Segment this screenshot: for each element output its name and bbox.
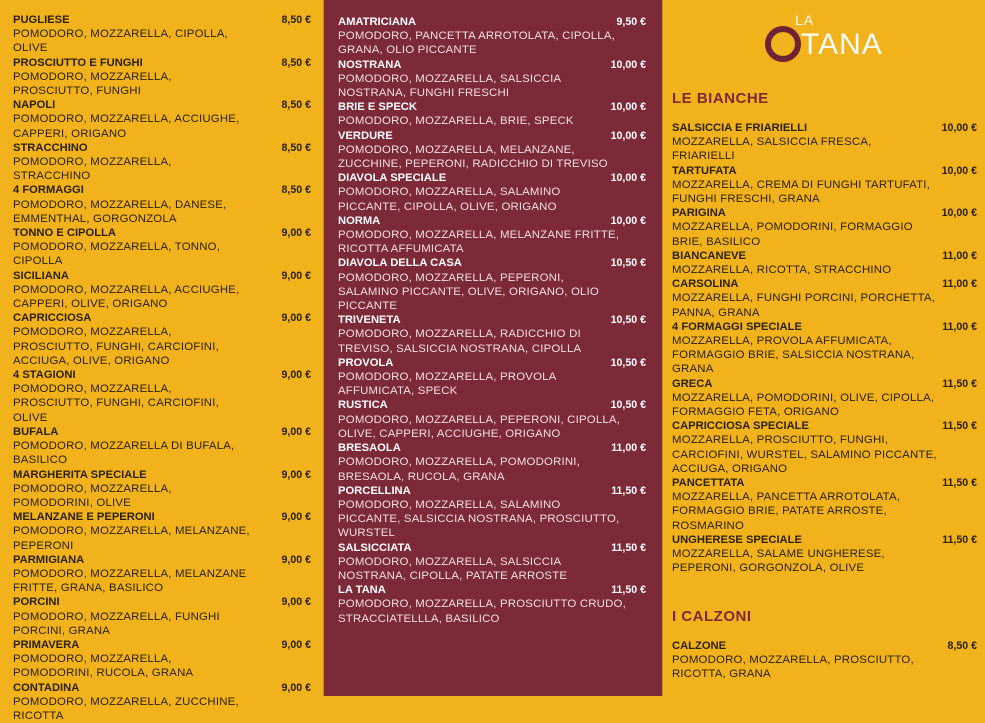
menu-item bbox=[13, 681, 311, 723]
menu-item-price: 9,00 € bbox=[281, 425, 311, 438]
menu-item-name: 4 FORMAGGI bbox=[13, 184, 84, 197]
menu-item-name: MARGHERITA SPECIALE bbox=[13, 468, 147, 481]
menu-item-ingredients: POMODORO, MOZZARELLA, STRACCHINO bbox=[13, 156, 172, 183]
menu-item-name: LA TANA bbox=[338, 584, 386, 597]
menu-item-ingredients: MOZZARELLA, PROSCIUTTO, FUNGHI, CARCIOFINI, WURSTEL, SALAMINO PICCANTE, ACCIUGA, ORIGANO bbox=[672, 434, 937, 475]
menu-item-name: PANCETTATA bbox=[672, 477, 745, 490]
menu-item-price: 11,50 € bbox=[942, 420, 977, 433]
menu-item bbox=[13, 368, 311, 425]
menu-item bbox=[13, 183, 311, 226]
menu-item-price: 10,00 € bbox=[610, 101, 646, 114]
menu-item bbox=[672, 476, 977, 533]
menu-item bbox=[13, 553, 311, 596]
menu-item-price: 10,00 € bbox=[610, 129, 646, 142]
menu-item-name: UNGHERESE SPECIALE bbox=[672, 533, 802, 546]
menu-item-ingredients: POMODORO, MOZZARELLA, SALSICCIA NOSTRANA, CIPOLLA, PATATE ARROSTE bbox=[338, 555, 568, 582]
menu-item-price: 9,00 € bbox=[281, 553, 311, 566]
menu-item-ingredients: POMODORO, MOZZARELLA, MELANZANE, PEPERONI bbox=[13, 525, 250, 552]
menu-item bbox=[672, 533, 977, 576]
menu-item-price: 11,00 € bbox=[611, 442, 646, 455]
menu-item-ingredients: MOZZARELLA, SALAME UNGHERESE, PEPERONI, GORGONZOLA, OLIVE bbox=[672, 548, 885, 575]
menu-item-ingredients: POMODORO, MOZZARELLA, PROSCIUTTO, FUNGHI, CARCIOFINI, OLIVE bbox=[13, 383, 219, 424]
menu-item bbox=[672, 639, 977, 682]
menu-item-price: 10,50 € bbox=[610, 314, 646, 327]
menu-item-price: 10,50 € bbox=[610, 399, 646, 412]
logo-tana-text: TANA bbox=[801, 28, 883, 61]
menu-item-name: TONNO E CIPOLLA bbox=[13, 227, 116, 240]
menu-item-price: 11,00 € bbox=[942, 249, 977, 262]
menu-item bbox=[13, 468, 311, 511]
menu-item bbox=[13, 226, 311, 269]
menu-item-ingredients: POMODORO, MOZZARELLA, CIPOLLA, OLIVE bbox=[13, 28, 228, 55]
menu-item-ingredients: MOZZARELLA, PROVOLA AFFUMICATA, FORMAGGIO BRIE, SALSICCIA NOSTRANA, GRANA bbox=[672, 335, 915, 376]
menu-item-ingredients: POMODORO, MOZZARELLA, SALAMINO PICCANTE, CIPOLLA, OLIVE, ORIGANO bbox=[338, 186, 561, 213]
menu-item bbox=[672, 206, 977, 249]
la-tana-logo bbox=[765, 12, 905, 72]
menu-item-name: RUSTICA bbox=[338, 399, 388, 412]
menu-item-price: 8,50 € bbox=[281, 56, 311, 69]
menu-item-ingredients: POMODORO, MOZZARELLA, PROSCIUTTO CRUDO, STRACCIATELLLA, BASILICO bbox=[338, 598, 626, 625]
menu-item bbox=[672, 164, 977, 207]
menu-item-ingredients: POMODORO, MOZZARELLA, PROVOLA AFFUMICATA, SPECK bbox=[338, 371, 556, 398]
menu-item-ingredients: MOZZARELLA, POMODORINI, FORMAGGIO BRIE, BASILICO bbox=[672, 221, 913, 248]
menu-item bbox=[338, 398, 646, 441]
menu-item-name: DIAVOLA DELLA CASA bbox=[338, 257, 462, 270]
menu-item-price: 9,00 € bbox=[281, 681, 311, 694]
menu-item-ingredients: POMODORO, MOZZARELLA, BRIE, SPECK bbox=[338, 115, 574, 128]
menu-item bbox=[13, 98, 311, 141]
menu-item-ingredients: MOZZARELLA, CREMA DI FUNGHI TARTUFATI, FUNGHI FRESCHI, GRANA bbox=[672, 178, 931, 206]
menu-item-name: BIANCANEVE bbox=[672, 249, 746, 262]
menu-item-ingredients: POMODORO, MOZZARELLA, MELANZANE, ZUCCHINE, PEPERONI, RADICCHIO DI TREVISO bbox=[338, 143, 608, 171]
menu-item bbox=[672, 121, 977, 164]
menu-item-ingredients: POMODORO, MOZZARELLA, PEPERONI, CIPOLLA, OLIVE, CAPPERI, ACCIUGHE, ORIGANO bbox=[338, 413, 621, 440]
menu-item-name: CONTADINA bbox=[13, 681, 80, 694]
menu-item-name: PORCELLINA bbox=[338, 484, 411, 497]
menu-item-name: BRIE E SPECK bbox=[338, 101, 417, 114]
calzoni-list bbox=[672, 639, 977, 682]
menu-item-price: 10,50 € bbox=[610, 257, 646, 270]
menu-item-ingredients: MOZZARELLA, SALSICCIA FRESCA, FRIARIELLI bbox=[672, 136, 872, 163]
menu-item-ingredients: POMODORO, MOZZARELLA, FUNGHI PORCINI, GRANA bbox=[13, 610, 220, 637]
menu-item-price: 11,50 € bbox=[611, 584, 646, 597]
menu-item-name: VERDURE bbox=[338, 129, 393, 142]
menu-item bbox=[672, 320, 977, 377]
menu-item-name: CARSOLINA bbox=[672, 278, 739, 291]
menu-item-price: 11,50 € bbox=[611, 541, 646, 554]
menu-item-price: 11,50 € bbox=[942, 377, 977, 390]
bianche-list bbox=[672, 121, 977, 576]
menu-item-price: 8,50 € bbox=[281, 14, 311, 26]
menu-item bbox=[338, 441, 646, 484]
menu-item-name: PROSCIUTTO E FUNGHI bbox=[13, 56, 143, 69]
menu-item-name: TRIVENETA bbox=[338, 314, 401, 327]
menu-item bbox=[338, 484, 646, 541]
menu-item-price: 11,50 € bbox=[942, 477, 977, 490]
menu-item-name: PROVOLA bbox=[338, 356, 394, 369]
menu-item bbox=[338, 100, 646, 128]
menu-item-name: PRIMAVERA bbox=[13, 638, 80, 651]
logo-o-mark bbox=[765, 26, 801, 62]
menu-item-ingredients: POMODORO, MOZZARELLA, ACCIUGHE, CAPPERI, OLIVE, ORIGANO bbox=[13, 283, 240, 311]
menu-item-price: 8,50 € bbox=[281, 141, 311, 154]
menu-item bbox=[672, 249, 977, 277]
menu-item-ingredients: POMODORO, MOZZARELLA, RADICCHIO DI TREVISO, SALSICCIA NOSTRANA, CIPOLLA bbox=[338, 328, 582, 355]
menu-item bbox=[338, 129, 646, 172]
menu-item-ingredients: POMODORO, MOZZARELLA DI BUFALA, BASILICO bbox=[13, 440, 235, 467]
menu-item bbox=[13, 13, 311, 56]
menu-item-name: GRECA bbox=[672, 377, 713, 390]
menu-item bbox=[13, 595, 311, 638]
left-menu-column bbox=[0, 0, 323, 722]
menu-item-price: 10,00 € bbox=[941, 122, 977, 134]
menu-item bbox=[338, 58, 646, 101]
menu-item-price: 11,00 € bbox=[942, 278, 977, 291]
menu-item-ingredients: POMODORO, MOZZARELLA, SALAMINO PICCANTE, SALSICCIA NOSTRANA, PROSCIUTTO, WURSTEL bbox=[338, 498, 620, 540]
menu-item-price: 8,50 € bbox=[947, 639, 977, 652]
section-title-bianche: LE BIANCHE bbox=[672, 90, 769, 107]
menu-item-name: NORMA bbox=[338, 214, 381, 227]
menu-item-ingredients: POMODORO, MOZZARELLA, PROSCIUTTO, FUNGHI bbox=[13, 70, 172, 98]
menu-item-ingredients: POMODORO, MOZZARELLA, MELANZANE FRITTE, RICOTTA AFFUMICATA bbox=[338, 229, 620, 256]
menu-item-ingredients: MOZZARELLA, RICOTTA, STRACCHINO bbox=[672, 264, 892, 277]
menu-item-ingredients: POMODORO, MOZZARELLA, ACCIUGHE, CAPPERI, ORIGANO bbox=[13, 113, 240, 140]
menu-item-ingredients: POMODORO, MOZZARELLA, TONNO, CIPOLLA bbox=[13, 241, 221, 268]
menu-item-ingredients: POMODORO, MOZZARELLA, POMODORINI, RUCOLA, GRANA bbox=[13, 653, 194, 680]
menu-item-name: CAPRICCIOSA SPECIALE bbox=[672, 420, 809, 433]
menu-item-price: 11,00 € bbox=[942, 320, 977, 333]
menu-item-price: 9,00 € bbox=[281, 511, 311, 524]
menu-item-ingredients: MOZZARELLA, POMODORINI, OLIVE, CIPOLLA, FORMAGGIO FETA, ORIGANO bbox=[672, 391, 935, 419]
menu-item-name: AMATRICIANA bbox=[338, 16, 417, 28]
menu-item-price: 11,50 € bbox=[611, 484, 646, 497]
menu-item bbox=[338, 313, 646, 356]
menu-item bbox=[338, 256, 646, 313]
menu-item-ingredients: POMODORO, MOZZARELLA, PROSCIUTTO, RICOTTA, GRANA bbox=[672, 653, 914, 680]
menu-item-name: CALZONE bbox=[672, 639, 727, 652]
middle-menu-column bbox=[323, 0, 663, 696]
menu-item bbox=[338, 171, 646, 214]
menu-item bbox=[338, 214, 646, 257]
menu-item-price: 9,00 € bbox=[281, 227, 311, 240]
menu-item bbox=[13, 425, 311, 468]
menu-item-name: 4 STAGIONI bbox=[13, 369, 76, 382]
menu-item-name: DIAVOLA SPECIALE bbox=[338, 172, 447, 185]
menu-item bbox=[13, 56, 311, 99]
menu-item bbox=[13, 311, 311, 368]
menu-item bbox=[338, 583, 646, 626]
menu-item-name: TARTUFATA bbox=[672, 164, 737, 177]
menu-item-price: 10,00 € bbox=[610, 172, 646, 185]
menu-item-price: 10,00 € bbox=[941, 207, 977, 220]
menu-item-price: 10,00 € bbox=[941, 164, 977, 177]
menu-item-price: 9,50 € bbox=[616, 16, 646, 28]
section-title-calzoni: I CALZONI bbox=[672, 607, 752, 625]
menu-item bbox=[672, 419, 977, 476]
menu-item-ingredients: POMODORO, MOZZARELLA, ZUCCHINE, RICOTTA bbox=[13, 695, 239, 722]
menu-item-price: 10,00 € bbox=[610, 58, 646, 71]
menu-item-name: PARMIGIANA bbox=[13, 553, 85, 566]
menu-item-price: 10,50 € bbox=[610, 356, 646, 369]
menu-item-price: 10,00 € bbox=[610, 214, 646, 227]
menu-item bbox=[338, 15, 646, 58]
menu-item bbox=[13, 510, 311, 553]
menu-item-name: PARIGINA bbox=[672, 207, 726, 220]
logo-la-text: LA bbox=[795, 12, 815, 28]
menu-item-ingredients: POMODORO, MOZZARELLA, PROSCIUTTO, FUNGHI, CARCIOFINI, ACCIUGA, OLIVE, ORIGANO bbox=[13, 326, 219, 367]
menu-item-name: BUFALA bbox=[13, 425, 59, 438]
menu-item-price: 9,00 € bbox=[281, 596, 311, 609]
right-menu-column bbox=[663, 0, 985, 696]
menu-item bbox=[13, 638, 311, 681]
menu-item-price: 11,50 € bbox=[942, 533, 977, 546]
menu-item-price: 9,00 € bbox=[281, 312, 311, 325]
menu-item-name: PORCINI bbox=[13, 596, 60, 609]
menu-item-ingredients: POMODORO, MOZZARELLA, POMODORINI, OLIVE bbox=[13, 482, 172, 509]
menu-item-name: 4 FORMAGGI SPECIALE bbox=[672, 320, 802, 333]
menu-item-price: 8,50 € bbox=[281, 184, 311, 197]
menu-item bbox=[672, 277, 977, 320]
menu-item-name: SICILIANA bbox=[13, 269, 69, 282]
menu-item-name: CAPRICCIOSA bbox=[13, 312, 92, 325]
menu-item bbox=[13, 141, 311, 184]
menu-item bbox=[338, 356, 646, 399]
menu-item-name: SALSICCIA E FRIARIELLI bbox=[672, 122, 808, 134]
menu-item bbox=[672, 377, 977, 420]
menu-item-name: STRACCHINO bbox=[13, 141, 88, 154]
menu-item-ingredients: POMODORO, PANCETTA ARROTOLATA, CIPOLLA, GRANA, OLIO PICCANTE bbox=[338, 30, 616, 57]
menu-item-price: 9,00 € bbox=[281, 638, 311, 651]
menu-item-ingredients: MOZZARELLA, PANCETTA ARROTOLATA, FORMAGGIO BRIE, PATATE ARROSTE, ROSMARINO bbox=[672, 491, 901, 532]
menu-item bbox=[13, 269, 311, 312]
menu-item-ingredients: MOZZARELLA, FUNGHI PORCINI, PORCHETTA, PANNA, GRANA bbox=[672, 292, 936, 319]
menu-item-price: 9,00 € bbox=[281, 369, 311, 382]
menu-item-ingredients: POMODORO, MOZZARELLA, MELANZANE FRITTE, GRANA, BASILICO bbox=[13, 567, 247, 595]
menu-item-name: MELANZANE E PEPERONI bbox=[13, 511, 155, 524]
menu-item-ingredients: POMODORO, MOZZARELLA, POMODORINI, BRESAOLA, RUCOLA, GRANA bbox=[338, 456, 581, 483]
menu-item-price: 9,00 € bbox=[281, 269, 311, 282]
menu-item-ingredients: POMODORO, MOZZARELLA, SALSICCIA NOSTRANA, FUNGHI FRESCHI bbox=[338, 72, 561, 100]
menu-item-name: BRESAOLA bbox=[338, 442, 401, 455]
menu-item-ingredients: POMODORO, MOZZARELLA, DANESE, EMMENTHAL, GORGONZOLA bbox=[13, 198, 227, 225]
menu-item-price: 8,50 € bbox=[281, 99, 311, 112]
menu-item-name: PUGLIESE bbox=[13, 14, 70, 26]
menu-item-name: NOSTRANA bbox=[338, 58, 402, 71]
menu-item bbox=[338, 541, 646, 584]
menu-item-name: SALSICCIATA bbox=[338, 541, 412, 554]
menu-item-name: NAPOLI bbox=[13, 99, 56, 112]
menu-item-price: 9,00 € bbox=[281, 468, 311, 481]
menu-item-ingredients: POMODORO, MOZZARELLA, PEPERONI, SALAMINO PICCANTE, OLIVE, ORIGANO, OLIO PICCANTE bbox=[338, 271, 599, 313]
